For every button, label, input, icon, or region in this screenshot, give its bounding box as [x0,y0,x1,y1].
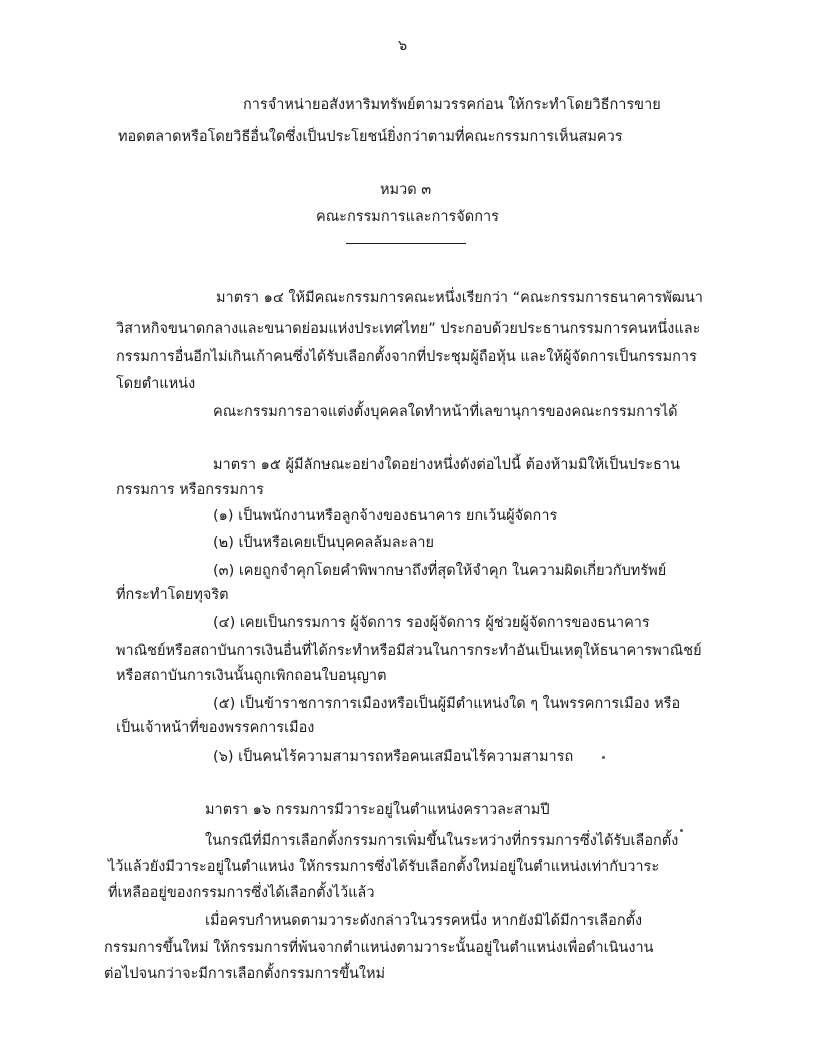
intro-line-1: การจำหน่ายอสังหาริมทรัพย์ตามวรรคก่อน ให้กระทำโดยวิธีการขาย [243,97,661,113]
section16-line-6: กรรมการขึ้นใหม่ ให้กรรมการที่พ้นจากตำแหน่งตามวาระนั้นอยู่ในตำแหน่งเพื่อดำเนินงาน [104,940,654,956]
section15-item-3-cont: ที่กระทำโดยทุจริต [116,587,229,603]
chapter-divider [346,243,466,244]
chapter-number: หมวด ๓ [380,182,432,198]
section15-line-2: กรรมการ หรือกรรมการ [116,482,264,498]
chapter-title: คณะกรรมการและการจัดการ [316,209,499,225]
intro-line-2: ทอดตลาดหรือโดยวิธีอื่นใดซึ่งเป็นประโยชน์ยิ่งกว่าตามที่คณะกรรมการเห็นสมควร [118,129,623,145]
section15-item-2: (๒) เป็นหรือเคยเป็นบุคคลล้มละลาย [213,535,434,551]
scan-speck [602,756,605,759]
section16-line-3: ไว้แล้วยังมีวาระอยู่ในตำแหน่ง ให้กรรมการซึ่งได้รับเลือกตั้งใหม่อยู่ในตำแหน่งเท่ากับวาระ [108,859,660,875]
section16-line-4: ที่เหลืออยู่ของกรรมการซึ่งได้เลือกตั้งไว้แล้ว [108,885,375,901]
section16-line-2: ในกรณีที่มีการเลือกตั้งกรรมการเพิ่มขึ้นในระหว่างที่กรรมการซึ่งได้รับเลือกตั้ง [205,833,679,849]
section15-item-6: (๖) เป็นคนไร้ความสามารถหรือคนเสมือนไร้ความสามารถ [213,749,574,765]
section15-item-4-cont-1: พาณิชย์หรือสถาบันการเงินอื่นที่ได้กระทำหรือมีส่วนในการกระทำอันเป็นเหตุให้ธนาคารพาณิชย์ [116,643,702,659]
section14-line-4: โดยตำแหน่ง [116,376,196,392]
section14-line-1: มาตรา ๑๔ ให้มีคณะกรรมการคณะหนึ่งเรียกว่า “คณะกรรมการธนาคารพัฒนา [216,290,703,306]
section14-line-5: คณะกรรมการอาจแต่งตั้งบุคคลใดทำหน้าที่เลขานุการของคณะกรรมการได้ [213,404,678,420]
scan-speck [680,829,683,832]
section15-item-5-cont: เป็นเจ้าหน้าที่ของพรรคการเมือง [116,720,315,736]
section15-item-4: (๔) เคยเป็นกรรมการ ผู้จัดการ รองผู้จัดการ ผู้ช่วยผู้จัดการของธนาคาร [213,615,650,631]
section15-line-1: มาตรา ๑๕ ผู้มีลักษณะอย่างใดอย่างหนึ่งดังต่อไปนี้ ต้องห้ามมิให้เป็นประธาน [213,457,680,473]
section15-item-3: (๓) เคยถูกจำคุกโดยคำพิพากษาถึงที่สุดให้จำคุก ในความผิดเกี่ยวกับทรัพย์ [213,563,667,579]
section16-line-5: เมื่อครบกำหนดตามวาระดังกล่าวในวรรคหนึ่ง หากยังมิได้มีการเลือกตั้ง [205,913,643,929]
section15-item-4-cont-2: หรือสถาบันการเงินนั้นถูกเพิกถอนใบอนุญาต [116,668,387,684]
section14-line-3: กรรมการอื่นอีกไม่เกินเก้าคนซึ่งได้รับเลือกตั้งจากที่ประชุมผู้ถือหุ้น และให้ผู้จัดการเป็นกรรมการ [116,349,697,365]
section16-line-7: ต่อไปจนกว่าจะมีการเลือกตั้งกรรมการขึ้นใหม่ [104,966,386,982]
section15-item-5: (๕) เป็นข้าราชการการเมืองหรือเป็นผู้มีตำแหน่งใด ๆ ในพรรคการเมือง หรือ [213,696,681,712]
page-number: ๖ [398,38,408,54]
section15-item-1: (๑) เป็นพนักงานหรือลูกจ้างของธนาคาร ยกเว้นผู้จัดการ [213,508,558,524]
section16-line-1: มาตรา ๑๖ กรรมการมีวาระอยู่ในตำแหน่งคราวละสามปี [205,802,550,818]
section14-line-2: วิสาหกิจขนาดกลางและขนาดย่อมแห่งประเทศไทย” ประกอบด้วยประธานกรรมการคนหนึ่งและ [116,321,701,337]
